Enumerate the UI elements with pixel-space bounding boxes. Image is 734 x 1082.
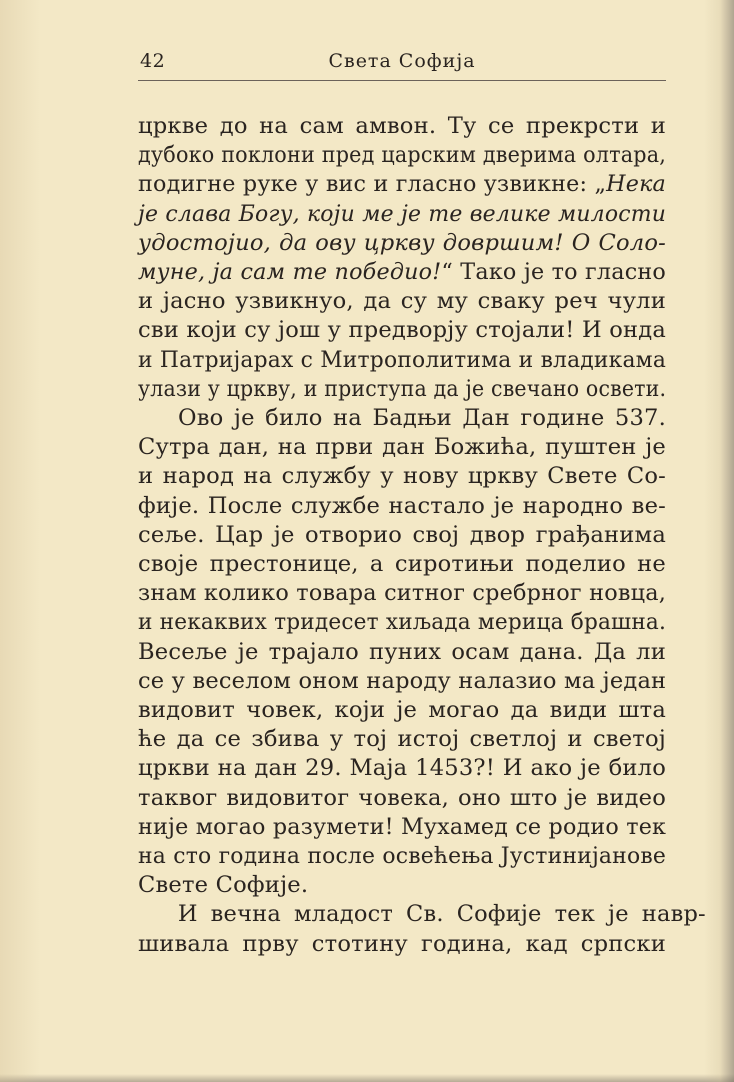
text-line: и народ на службу у нову цркву Свете Со- [138, 463, 666, 490]
text-line: сви који су још у предворју стојали! И онда [138, 317, 666, 344]
text-line: знам колико товара ситног сребрног новца, [138, 580, 667, 607]
text-line: и јасно узвикнуо, да су му сваку реч чули [138, 288, 666, 315]
page-number: 42 [140, 50, 166, 72]
text-line: фије. После службе настало је народно ве- [138, 492, 666, 519]
italic-quote: удостојио, да ову цркву довршим! О Соло- [138, 229, 666, 256]
text-line [138, 200, 666, 229]
running-title: Света Софија [328, 50, 476, 72]
text-line: Свете Софије. [138, 872, 309, 899]
text-line: се у веселом оном народу налазио ма један [138, 667, 667, 694]
text-line: улази у цркву, и приступа да је свечано освети. [138, 375, 667, 402]
text-line: подигне руке у вис и гласно узвикне: „Нека [138, 171, 666, 198]
text-line: ће да се збива у тој истој светлој и светој [138, 726, 666, 753]
text-line: дубоко поклони пред царским дверима олтара, [138, 142, 667, 169]
text-line: таквог видовитог човека, оно што је видео [138, 784, 666, 811]
text-line: своје престонице, а сиротињи поделио не [138, 551, 666, 578]
text-line: на сто година после освећења Јустинијанове [138, 843, 666, 870]
text-line: видовит човек, који је могао да види шта [138, 697, 666, 724]
italic-quote: Нека [606, 171, 666, 198]
text-line: цркви на дан 29. Маја 1453?! И ако је било [138, 755, 666, 782]
text-line: Ово је било на Бадњи Дан године 537. [178, 405, 666, 432]
text-line: и некаквих тридесет хиљада мерица брашна. [138, 609, 667, 636]
text-line: цркве до на сам амвон. Ту се прекрсти и [138, 113, 666, 139]
text-line: муне, ја сам те победио!“ Тако је то гласно [138, 259, 667, 286]
italic-quote: муне, ја сам те победио! [138, 259, 442, 286]
page-header [138, 50, 666, 81]
text-line: Сутра дан, на први дан Божића, пуштен је [138, 434, 666, 461]
text-line: И вечна младост Св. Софије тек је навр- [177, 901, 706, 928]
text-line: сеље. Цар је отворио свој двор грађанима [138, 521, 666, 548]
text-line: и Патријарах с Митрополитима и владикама [138, 346, 667, 373]
text-line: Весеље је трајало пуних осам дана. Да ли [138, 638, 666, 665]
text-line: шивала прву стотину година, кад српски [138, 930, 666, 957]
text-line [138, 229, 666, 258]
body-text [138, 112, 706, 959]
italic-quote: је слава Богу, који ме је те велике милости [138, 200, 667, 227]
text-line: није могао разумети! Мухамед се родио тек [138, 813, 667, 840]
